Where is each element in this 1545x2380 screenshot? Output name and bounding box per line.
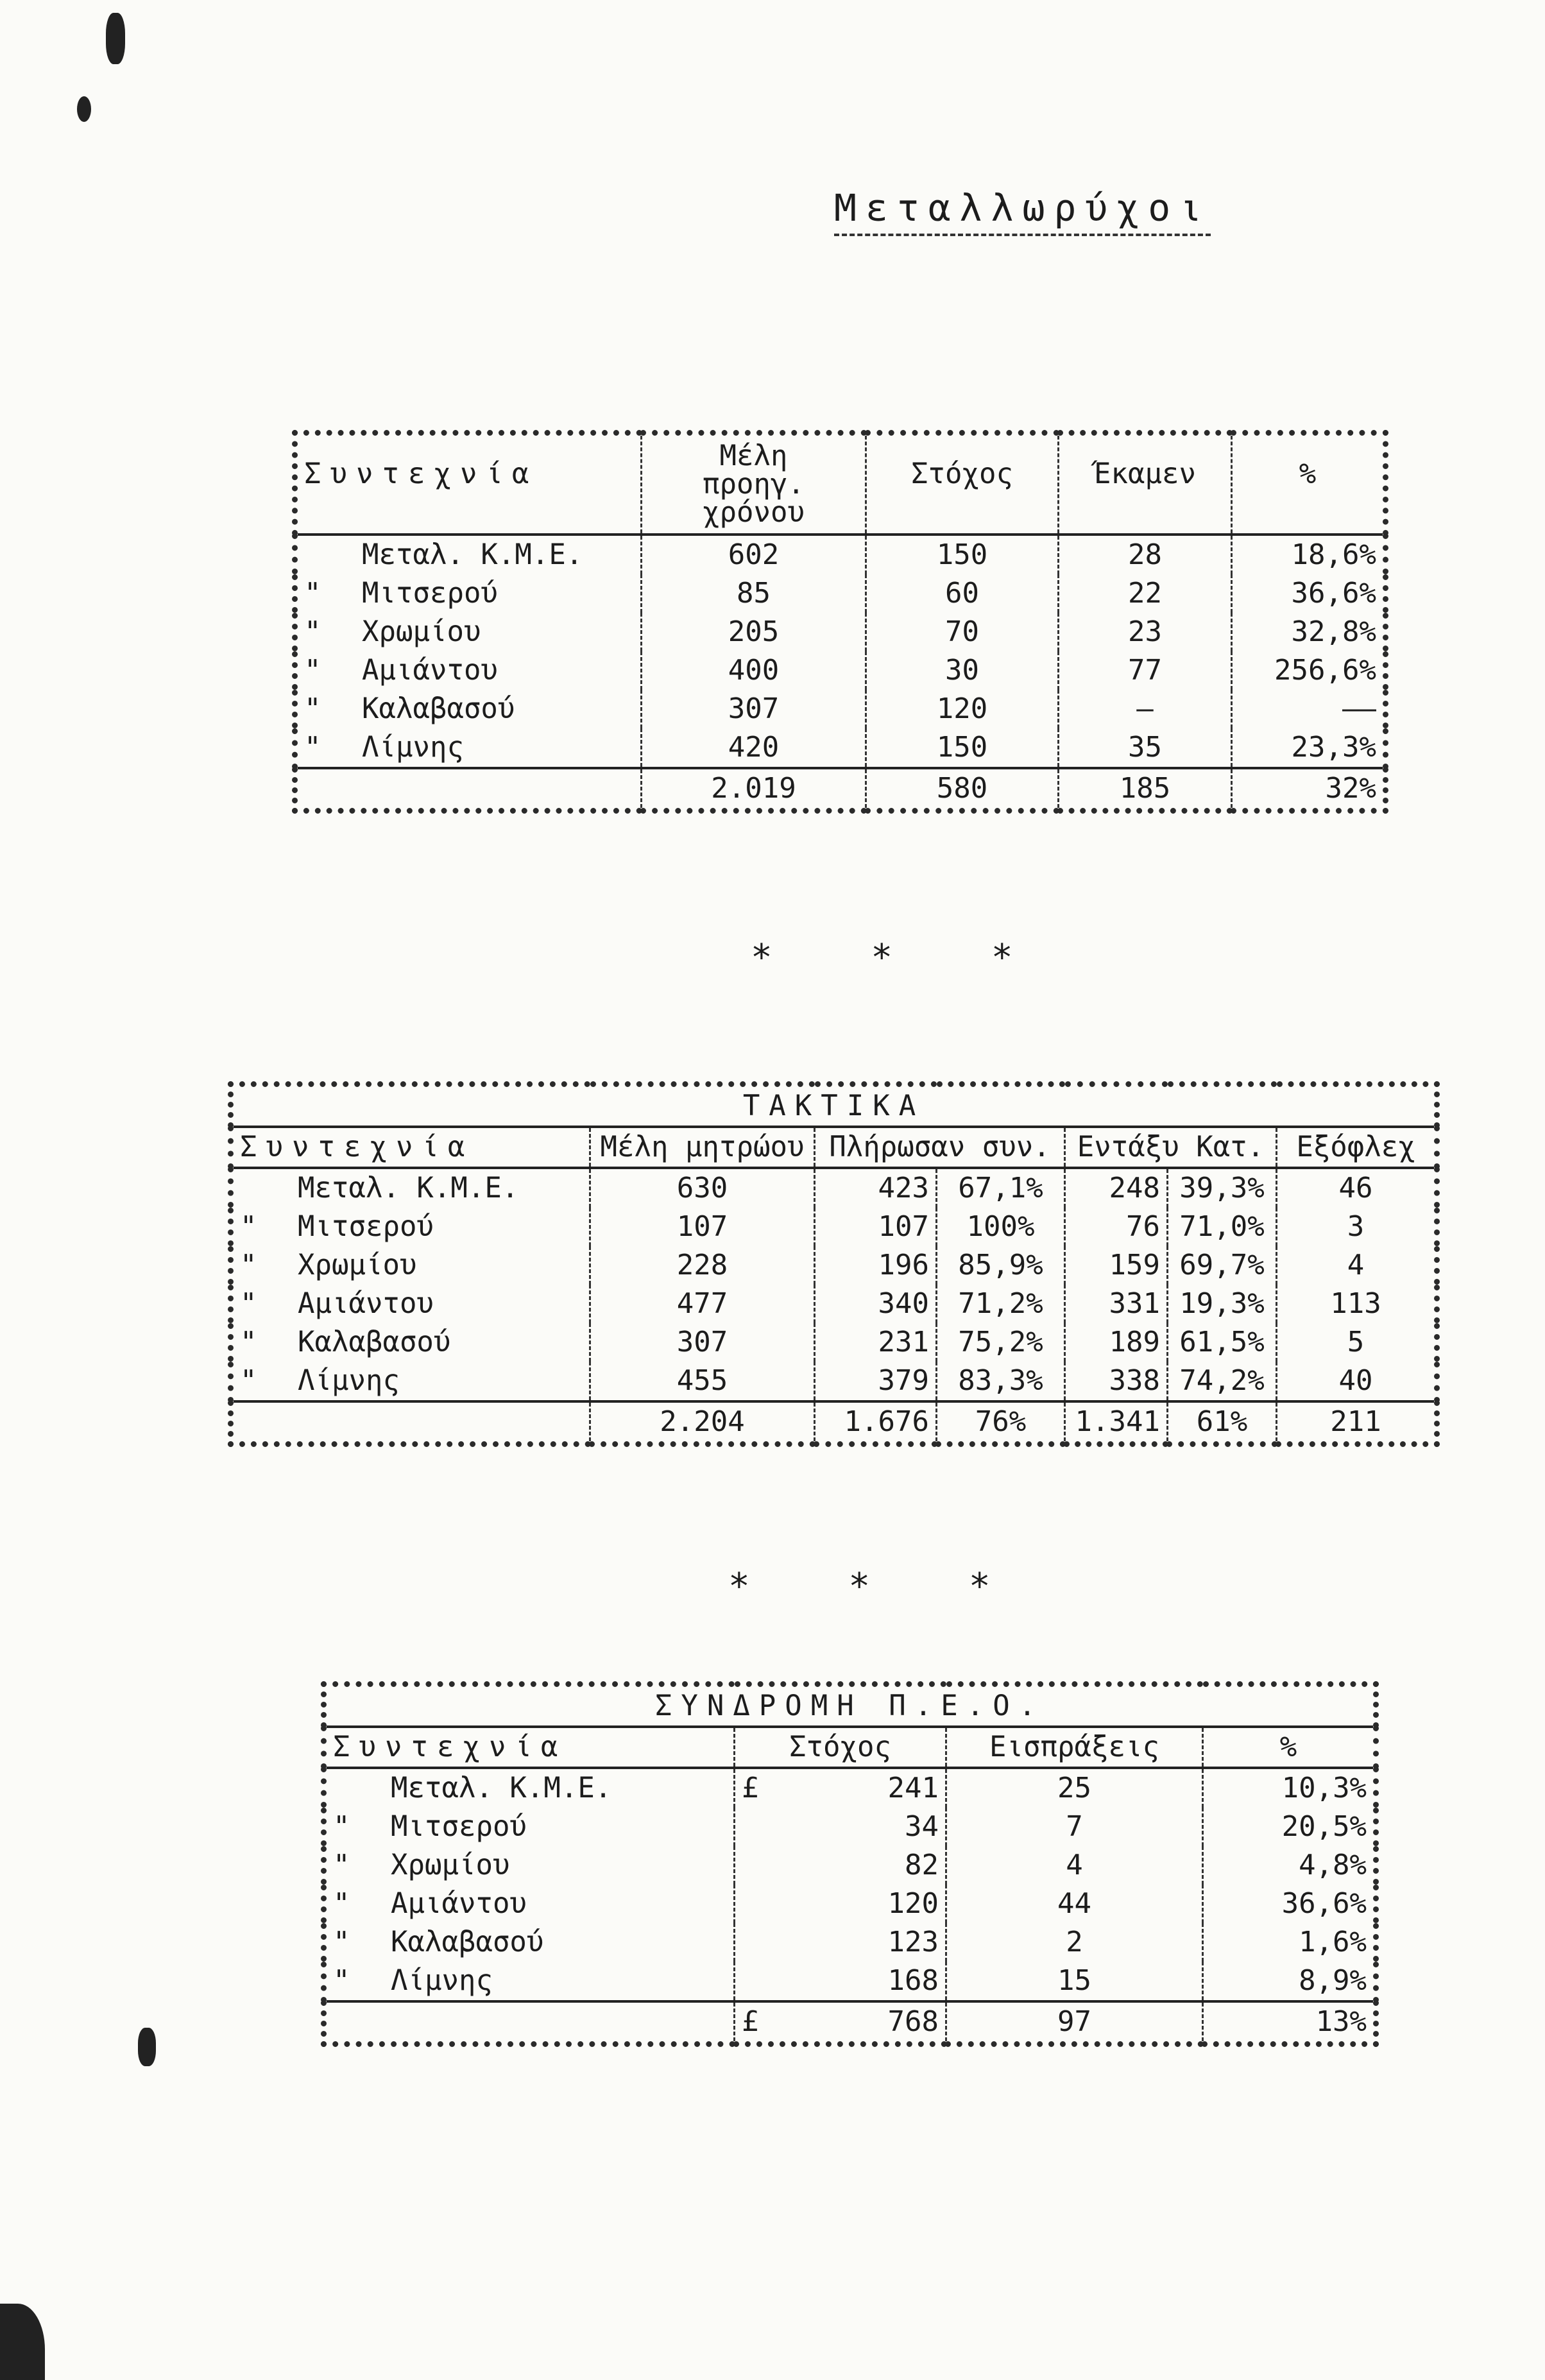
- ditto-mark: ": [333, 1887, 350, 1920]
- target-value: 168: [887, 1964, 939, 1997]
- table-cell: [295, 768, 642, 811]
- table-cell: [735, 2001, 946, 2044]
- table-cell: ——: [1232, 690, 1386, 728]
- table-cell: [735, 1923, 946, 1962]
- ditto-mark: ": [240, 1287, 257, 1320]
- table-row: [295, 690, 1386, 728]
- table-cell: 159: [1065, 1246, 1168, 1285]
- name-cell: [295, 613, 642, 651]
- table-row: [295, 535, 1386, 574]
- ditto-mark: ": [240, 1210, 257, 1243]
- table-cell: 256,6%: [1232, 651, 1386, 690]
- table-cell: 60: [866, 574, 1059, 613]
- column-header: Συντεχνία: [295, 433, 642, 535]
- table-row: [324, 1808, 1376, 1846]
- union-name: Αμιάντου: [298, 1287, 434, 1320]
- union-name: Καλαβασού: [298, 1326, 451, 1358]
- table-row: [231, 1362, 1437, 1401]
- table-cell: 23: [1059, 613, 1232, 651]
- table-cell: 248: [1065, 1168, 1168, 1208]
- table-cell: 30: [866, 651, 1059, 690]
- column-header: %: [1232, 433, 1386, 535]
- union-name: Μιτσερού: [298, 1210, 434, 1243]
- table-cell: 20,5%: [1203, 1808, 1376, 1846]
- ditto-mark: ": [333, 1926, 350, 1958]
- table-cell: 7: [946, 1808, 1203, 1846]
- table-cell: 107: [815, 1208, 937, 1246]
- table-row: [324, 1923, 1376, 1962]
- union-name: Μεταλ. Κ.Μ.Ε.: [391, 1772, 612, 1804]
- scan-speck: [77, 96, 91, 122]
- page-title: Μεταλλωρύχοι: [834, 186, 1211, 236]
- table-row: [231, 1208, 1437, 1246]
- column-header: %: [1203, 1727, 1376, 1768]
- ditto-mark: ": [333, 1849, 350, 1881]
- table-cell: 97: [946, 2001, 1203, 2044]
- table-cell: [735, 1768, 946, 1808]
- table-cell: 331: [1065, 1285, 1168, 1323]
- name-cell: [231, 1246, 590, 1285]
- scan-speck: [106, 13, 125, 64]
- ditto-mark: ": [240, 1364, 257, 1397]
- union-name: Μιτσερού: [391, 1810, 527, 1843]
- ditto-mark: ": [304, 615, 321, 648]
- table-cell: 4: [946, 1846, 1203, 1885]
- ditto-mark: ": [304, 731, 321, 764]
- column-header: Εντάξυ Κατ.: [1065, 1127, 1277, 1168]
- table-cell: 15: [946, 1962, 1203, 2001]
- table-cell: [735, 1846, 946, 1885]
- column-header: Στόχος: [735, 1727, 946, 1768]
- table-cell: 379: [815, 1362, 937, 1401]
- table-cell: [324, 2001, 735, 2044]
- table-cell: 423: [815, 1168, 937, 1208]
- table-cell: 580: [866, 768, 1059, 811]
- table-cell: 83,3%: [937, 1362, 1065, 1401]
- union-name: Χρωμίου: [298, 1249, 417, 1281]
- table-row: [324, 1846, 1376, 1885]
- union-name: Λίμνης: [298, 1364, 400, 1397]
- name-cell: [324, 1962, 735, 2001]
- table-row: [231, 1168, 1437, 1208]
- name-cell: [295, 690, 642, 728]
- table-header-row: [324, 1727, 1376, 1768]
- union-name: Αμιάντου: [362, 654, 498, 687]
- name-cell: [324, 1808, 735, 1846]
- totals-row: [295, 768, 1386, 811]
- name-cell: [295, 574, 642, 613]
- table-cell: 19,3%: [1168, 1285, 1277, 1323]
- table-cell: 76%: [937, 1401, 1065, 1444]
- ditto-mark: ": [240, 1249, 257, 1281]
- table-cell: 1,6%: [1203, 1923, 1376, 1962]
- table-cell: 61,5%: [1168, 1323, 1277, 1362]
- table-cell: 1.676: [815, 1401, 937, 1444]
- table-cell: 71,2%: [937, 1285, 1065, 1323]
- target-value: 123: [887, 1926, 939, 1958]
- name-cell: [295, 535, 642, 574]
- table-row: [324, 1962, 1376, 2001]
- table-cell: 22: [1059, 574, 1232, 613]
- union-name: Μεταλ. Κ.Μ.Ε.: [298, 1172, 519, 1204]
- table-row: [231, 1246, 1437, 1285]
- target-value: 241: [887, 1772, 939, 1804]
- table-cell: 189: [1065, 1323, 1168, 1362]
- regular-members-table: [228, 1081, 1440, 1447]
- union-name: Αμιάντου: [391, 1887, 527, 1920]
- table-cell: 477: [590, 1285, 815, 1323]
- scan-speck: [0, 2304, 45, 2380]
- target-value: 120: [887, 1887, 939, 1920]
- union-name: Μιτσερού: [362, 577, 498, 610]
- table-row: [324, 1885, 1376, 1923]
- table-cell: 2.019: [642, 768, 866, 811]
- name-cell: [324, 1768, 735, 1808]
- table-cell: 2: [946, 1923, 1203, 1962]
- table-cell: —: [1059, 690, 1232, 728]
- table-cell: 307: [590, 1323, 815, 1362]
- table-cell: [735, 1962, 946, 2001]
- scan-speck: [138, 2028, 156, 2066]
- subscription-table: [321, 1681, 1379, 2047]
- union-name: Λίμνης: [362, 731, 464, 764]
- table-cell: 70: [866, 613, 1059, 651]
- table-row: [231, 1285, 1437, 1323]
- union-name: Μεταλ. Κ.Μ.Ε.: [362, 538, 583, 571]
- table-cell: 32%: [1232, 768, 1386, 811]
- table-cell: 44: [946, 1885, 1203, 1923]
- column-header: Μέλη προηγ. χρόνου: [642, 433, 866, 535]
- name-cell: [231, 1362, 590, 1401]
- table-cell: 231: [815, 1323, 937, 1362]
- table-cell: 10,3%: [1203, 1768, 1376, 1808]
- table-cell: 150: [866, 535, 1059, 574]
- table-cell: 61%: [1168, 1401, 1277, 1444]
- totals-row: [324, 2001, 1376, 2044]
- table-cell: [735, 1885, 946, 1923]
- table-cell: 18,6%: [1232, 535, 1386, 574]
- table-cell: 67,1%: [937, 1168, 1065, 1208]
- table-cell: 5: [1277, 1323, 1437, 1362]
- table-cell: [231, 1401, 590, 1444]
- table-cell: 400: [642, 651, 866, 690]
- table-row: [295, 613, 1386, 651]
- column-header: Εξόφλεχ: [1277, 1127, 1437, 1168]
- union-name: Καλαβασού: [391, 1926, 544, 1958]
- table-cell: 228: [590, 1246, 815, 1285]
- separator: * * *: [751, 937, 1052, 979]
- table-cell: 340: [815, 1285, 937, 1323]
- table-cell: 35: [1059, 728, 1232, 768]
- table-cell: 307: [642, 690, 866, 728]
- table-cell: 420: [642, 728, 866, 768]
- table-row: [295, 728, 1386, 768]
- table-row: [231, 1323, 1437, 1362]
- table-cell: 185: [1059, 768, 1232, 811]
- name-cell: [231, 1323, 590, 1362]
- table-cell: 107: [590, 1208, 815, 1246]
- column-header: Μέλη μητρώου: [590, 1127, 815, 1168]
- target-total: 768: [887, 2005, 939, 2038]
- name-cell: [231, 1168, 590, 1208]
- miners-table: [292, 430, 1388, 814]
- table-cell: 602: [642, 535, 866, 574]
- column-header: Στόχος: [866, 433, 1059, 535]
- column-header: Έκαμεν: [1059, 433, 1232, 535]
- table-cell: 338: [1065, 1362, 1168, 1401]
- name-cell: [295, 728, 642, 768]
- table-cell: 77: [1059, 651, 1232, 690]
- table-cell: 100%: [937, 1208, 1065, 1246]
- column-header: Πλήρωσαν συν.: [815, 1127, 1065, 1168]
- table-cell: 455: [590, 1362, 815, 1401]
- table-cell: 36,6%: [1232, 574, 1386, 613]
- table-cell: 69,7%: [1168, 1246, 1277, 1285]
- table-cell: 150: [866, 728, 1059, 768]
- table-cell: 46: [1277, 1168, 1437, 1208]
- union-name: Λίμνης: [391, 1964, 493, 1997]
- name-cell: [295, 651, 642, 690]
- target-value: 82: [905, 1849, 939, 1881]
- table-cell: 211: [1277, 1401, 1437, 1444]
- table-cell: [735, 1808, 946, 1846]
- ditto-mark: ": [304, 692, 321, 725]
- table-cell: 74,2%: [1168, 1362, 1277, 1401]
- table-cell: 71,0%: [1168, 1208, 1277, 1246]
- table-cell: 630: [590, 1168, 815, 1208]
- table-cell: 40: [1277, 1362, 1437, 1401]
- currency-symbol: £: [742, 1772, 759, 1804]
- table-cell: 75,2%: [937, 1323, 1065, 1362]
- table-row: [295, 651, 1386, 690]
- table-cell: 113: [1277, 1285, 1437, 1323]
- table-cell: 3: [1277, 1208, 1437, 1246]
- table-banner-row: [324, 1684, 1376, 1727]
- ditto-mark: ": [304, 654, 321, 687]
- table-cell: 85: [642, 574, 866, 613]
- totals-row: [231, 1401, 1437, 1444]
- table-cell: 25: [946, 1768, 1203, 1808]
- name-cell: [324, 1885, 735, 1923]
- ditto-mark: ": [333, 1810, 350, 1843]
- union-name: Χρωμίου: [362, 615, 481, 648]
- table-row: [324, 1768, 1376, 1808]
- ditto-mark: ": [240, 1326, 257, 1358]
- table-cell: 13%: [1203, 2001, 1376, 2044]
- table-banner: ΤΑΚΤΙΚΑ: [231, 1084, 1437, 1127]
- table-cell: 23,3%: [1232, 728, 1386, 768]
- ditto-mark: ": [333, 1964, 350, 1997]
- table-cell: 196: [815, 1246, 937, 1285]
- currency-symbol: £: [742, 2005, 759, 2038]
- separator: * * *: [728, 1566, 1029, 1607]
- table-banner-row: [231, 1084, 1437, 1127]
- table-cell: 36,6%: [1203, 1885, 1376, 1923]
- column-header: Εισπράξεις: [946, 1727, 1203, 1768]
- name-cell: [324, 1846, 735, 1885]
- table-cell: 39,3%: [1168, 1168, 1277, 1208]
- table-cell: 120: [866, 690, 1059, 728]
- table-cell: 4,8%: [1203, 1846, 1376, 1885]
- table-cell: 205: [642, 613, 866, 651]
- table-header-row: [231, 1127, 1437, 1168]
- table-cell: 8,9%: [1203, 1962, 1376, 2001]
- table-cell: 76: [1065, 1208, 1168, 1246]
- table-banner: ΣΥΝΔΡΟΜΗ Π.Ε.Ο.: [324, 1684, 1376, 1727]
- ditto-mark: ": [304, 577, 321, 610]
- name-cell: [324, 1923, 735, 1962]
- table-cell: 1.341: [1065, 1401, 1168, 1444]
- table-cell: 32,8%: [1232, 613, 1386, 651]
- table-cell: 28: [1059, 535, 1232, 574]
- name-cell: [231, 1285, 590, 1323]
- table-row: [295, 574, 1386, 613]
- union-name: Καλαβασού: [362, 692, 515, 725]
- column-header: Συντεχνία: [324, 1727, 735, 1768]
- table-header-row: [295, 433, 1386, 535]
- table-cell: 2.204: [590, 1401, 815, 1444]
- union-name: Χρωμίου: [391, 1849, 510, 1881]
- target-value: 34: [905, 1810, 939, 1843]
- name-cell: [231, 1208, 590, 1246]
- column-header: Συντεχνία: [231, 1127, 590, 1168]
- table-cell: 4: [1277, 1246, 1437, 1285]
- table-cell: 85,9%: [937, 1246, 1065, 1285]
